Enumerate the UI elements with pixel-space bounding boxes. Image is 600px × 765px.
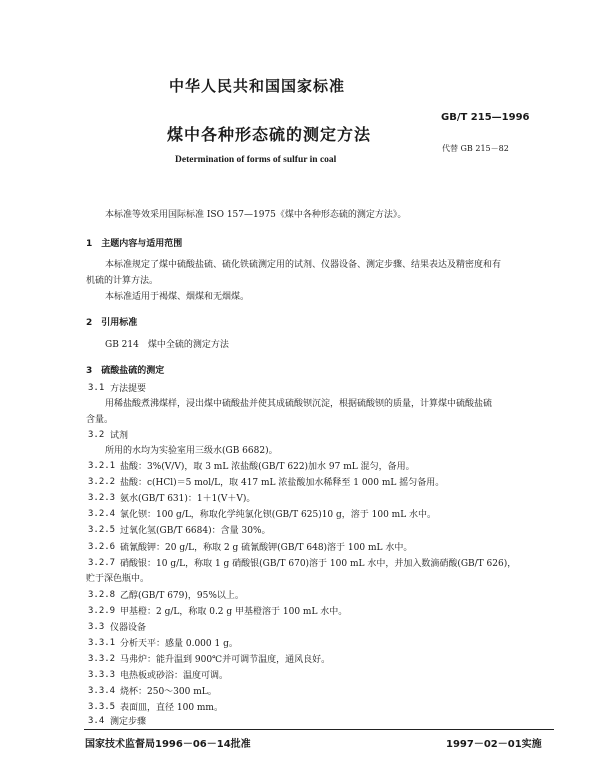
- clause-number: 3.3.1: [88, 638, 116, 648]
- standard-number: GB/T 215—1996: [441, 112, 530, 123]
- clause-3-2-7: 硝酸银：10 g/L，称取 1 g 硝酸银(GB/T 670)溶于 100 mL 水中，并加入数滴硝酸(GB/T 626)，: [120, 559, 517, 569]
- clause-3-3-1: 分析天平：感量 0.000 1 g。: [120, 639, 238, 649]
- clause-number: 3.2.8: [88, 590, 116, 600]
- clause-number: 3.2.1: [88, 461, 116, 471]
- clause-number: 3.2.9: [88, 606, 116, 616]
- section-2-heading: 2 引用标准: [86, 318, 138, 328]
- national-standard-heading: 中华人民共和国国家标准: [169, 77, 346, 95]
- clause-3-1-text-line-1: 用稀盐酸煮沸煤样，浸出煤中硫酸盐并使其成硫酸钡沉淀，根据硫酸钡的质量，计算煤中硫酸盐硫: [105, 399, 493, 409]
- clause-number: 3.1: [88, 383, 105, 393]
- clause-3-2-5: 过氧化氢(GB/T 6684)：含量 30%。: [120, 526, 271, 536]
- implementation-date: 1997－02－01实施: [446, 739, 542, 750]
- clause-number: 3.2.3: [88, 493, 116, 503]
- clause-3-2-4: 氯化钡：100 g/L，称取化学纯氯化钡(GB/T 625)10 g，溶于 100 mL 水中。: [120, 510, 437, 520]
- clause-3-1-title: 方法提要: [110, 384, 147, 394]
- clause-3-2-text: 所用的水均为实验室用三级水(GB 6682)。: [105, 446, 278, 456]
- footer-divider: [84, 729, 554, 730]
- clause-number: 3.3.4: [88, 686, 116, 696]
- clause-3-2-6: 硫氰酸钾：20 g/L，称取 2 g 硫氰酸钾(GB/T 648)溶于 100 mL 水中。: [120, 543, 413, 553]
- clause-3-4-title: 测定步骤: [110, 717, 147, 727]
- clause-number: 3.2.6: [88, 542, 116, 552]
- referenced-standard: GB 214 煤中全硫的测定方法: [105, 340, 229, 350]
- clause-3-2-3: 氨水(GB/T 631)：1＋1(V＋V)。: [120, 494, 256, 504]
- clause-number: 3.2.4: [88, 509, 116, 519]
- clause-3-3-4: 烧杯：250～300 mL。: [120, 687, 217, 697]
- clause-number: 3.4: [88, 716, 105, 726]
- replaces-standard: 代替 GB 215－82: [442, 144, 509, 153]
- page-title: 煤中各种形态硫的测定方法: [167, 125, 372, 144]
- section-1-paragraph-line-2: 机硫的计算方法。: [86, 276, 159, 286]
- clause-3-3-3: 电热板或砂浴：温度可调。: [120, 671, 229, 681]
- approval-info: 国家技术监督局1996－06－14批准: [85, 739, 251, 750]
- clause-3-2-7-continued: 贮于深色瓶中。: [86, 574, 150, 584]
- section-1-heading: 1 主题内容与适用范围: [86, 239, 183, 249]
- clause-3-2-1: 盐酸：3%(V/V)，取 3 mL 浓盐酸(GB/T 622)加水 97 mL 混匀，备用。: [120, 462, 415, 472]
- clause-number: 3.2: [88, 430, 105, 440]
- clause-number: 3.2.2: [88, 477, 116, 487]
- clause-number: 3.2.7: [88, 558, 116, 568]
- section-3-heading: 3 硫酸盐硫的测定: [86, 366, 165, 376]
- clause-3-2-2: 盐酸：c(HCl)＝5 mol/L，取 417 mL 浓盐酸加水稀释至 1 000 mL 摇匀备用。: [120, 478, 445, 488]
- clause-number: 3.3.2: [88, 654, 116, 664]
- clause-3-2-title: 试剂: [110, 431, 129, 441]
- clause-3-2-9: 甲基橙：2 g/L，称取 0.2 g 甲基橙溶于 100 mL 水中。: [120, 607, 348, 617]
- clause-3-1-text-line-2: 含量。: [86, 415, 114, 425]
- section-1-scope: 本标准适用于褐煤、烟煤和无烟煤。: [105, 292, 250, 302]
- clause-number: 3.2.5: [88, 525, 116, 535]
- clause-3-3-title: 仪器设备: [110, 623, 147, 633]
- intro-paragraph: 本标准等效采用国际标准 ISO 157—1975《煤中各种形态硫的测定方法》。: [105, 210, 407, 220]
- clause-number: 3.3: [88, 622, 105, 632]
- clause-3-3-5: 表面皿，直径 100 mm。: [120, 703, 223, 713]
- clause-number: 3.3.5: [88, 702, 116, 712]
- section-1-paragraph-line-1: 本标准规定了煤中硫酸盐硫、硫化铁硫测定用的试剂、仪器设备、测定步骤、结果表达及精密度和有: [105, 260, 502, 270]
- clause-3-2-8: 乙醇(GB/T 679)，95%以上。: [120, 591, 244, 601]
- clause-number: 3.3.3: [88, 670, 116, 680]
- english-title: Determination of forms of sulfur in coal: [175, 155, 337, 165]
- clause-3-3-2: 马弗炉：能升温到 900℃并可调节温度，通风良好。: [120, 655, 331, 665]
